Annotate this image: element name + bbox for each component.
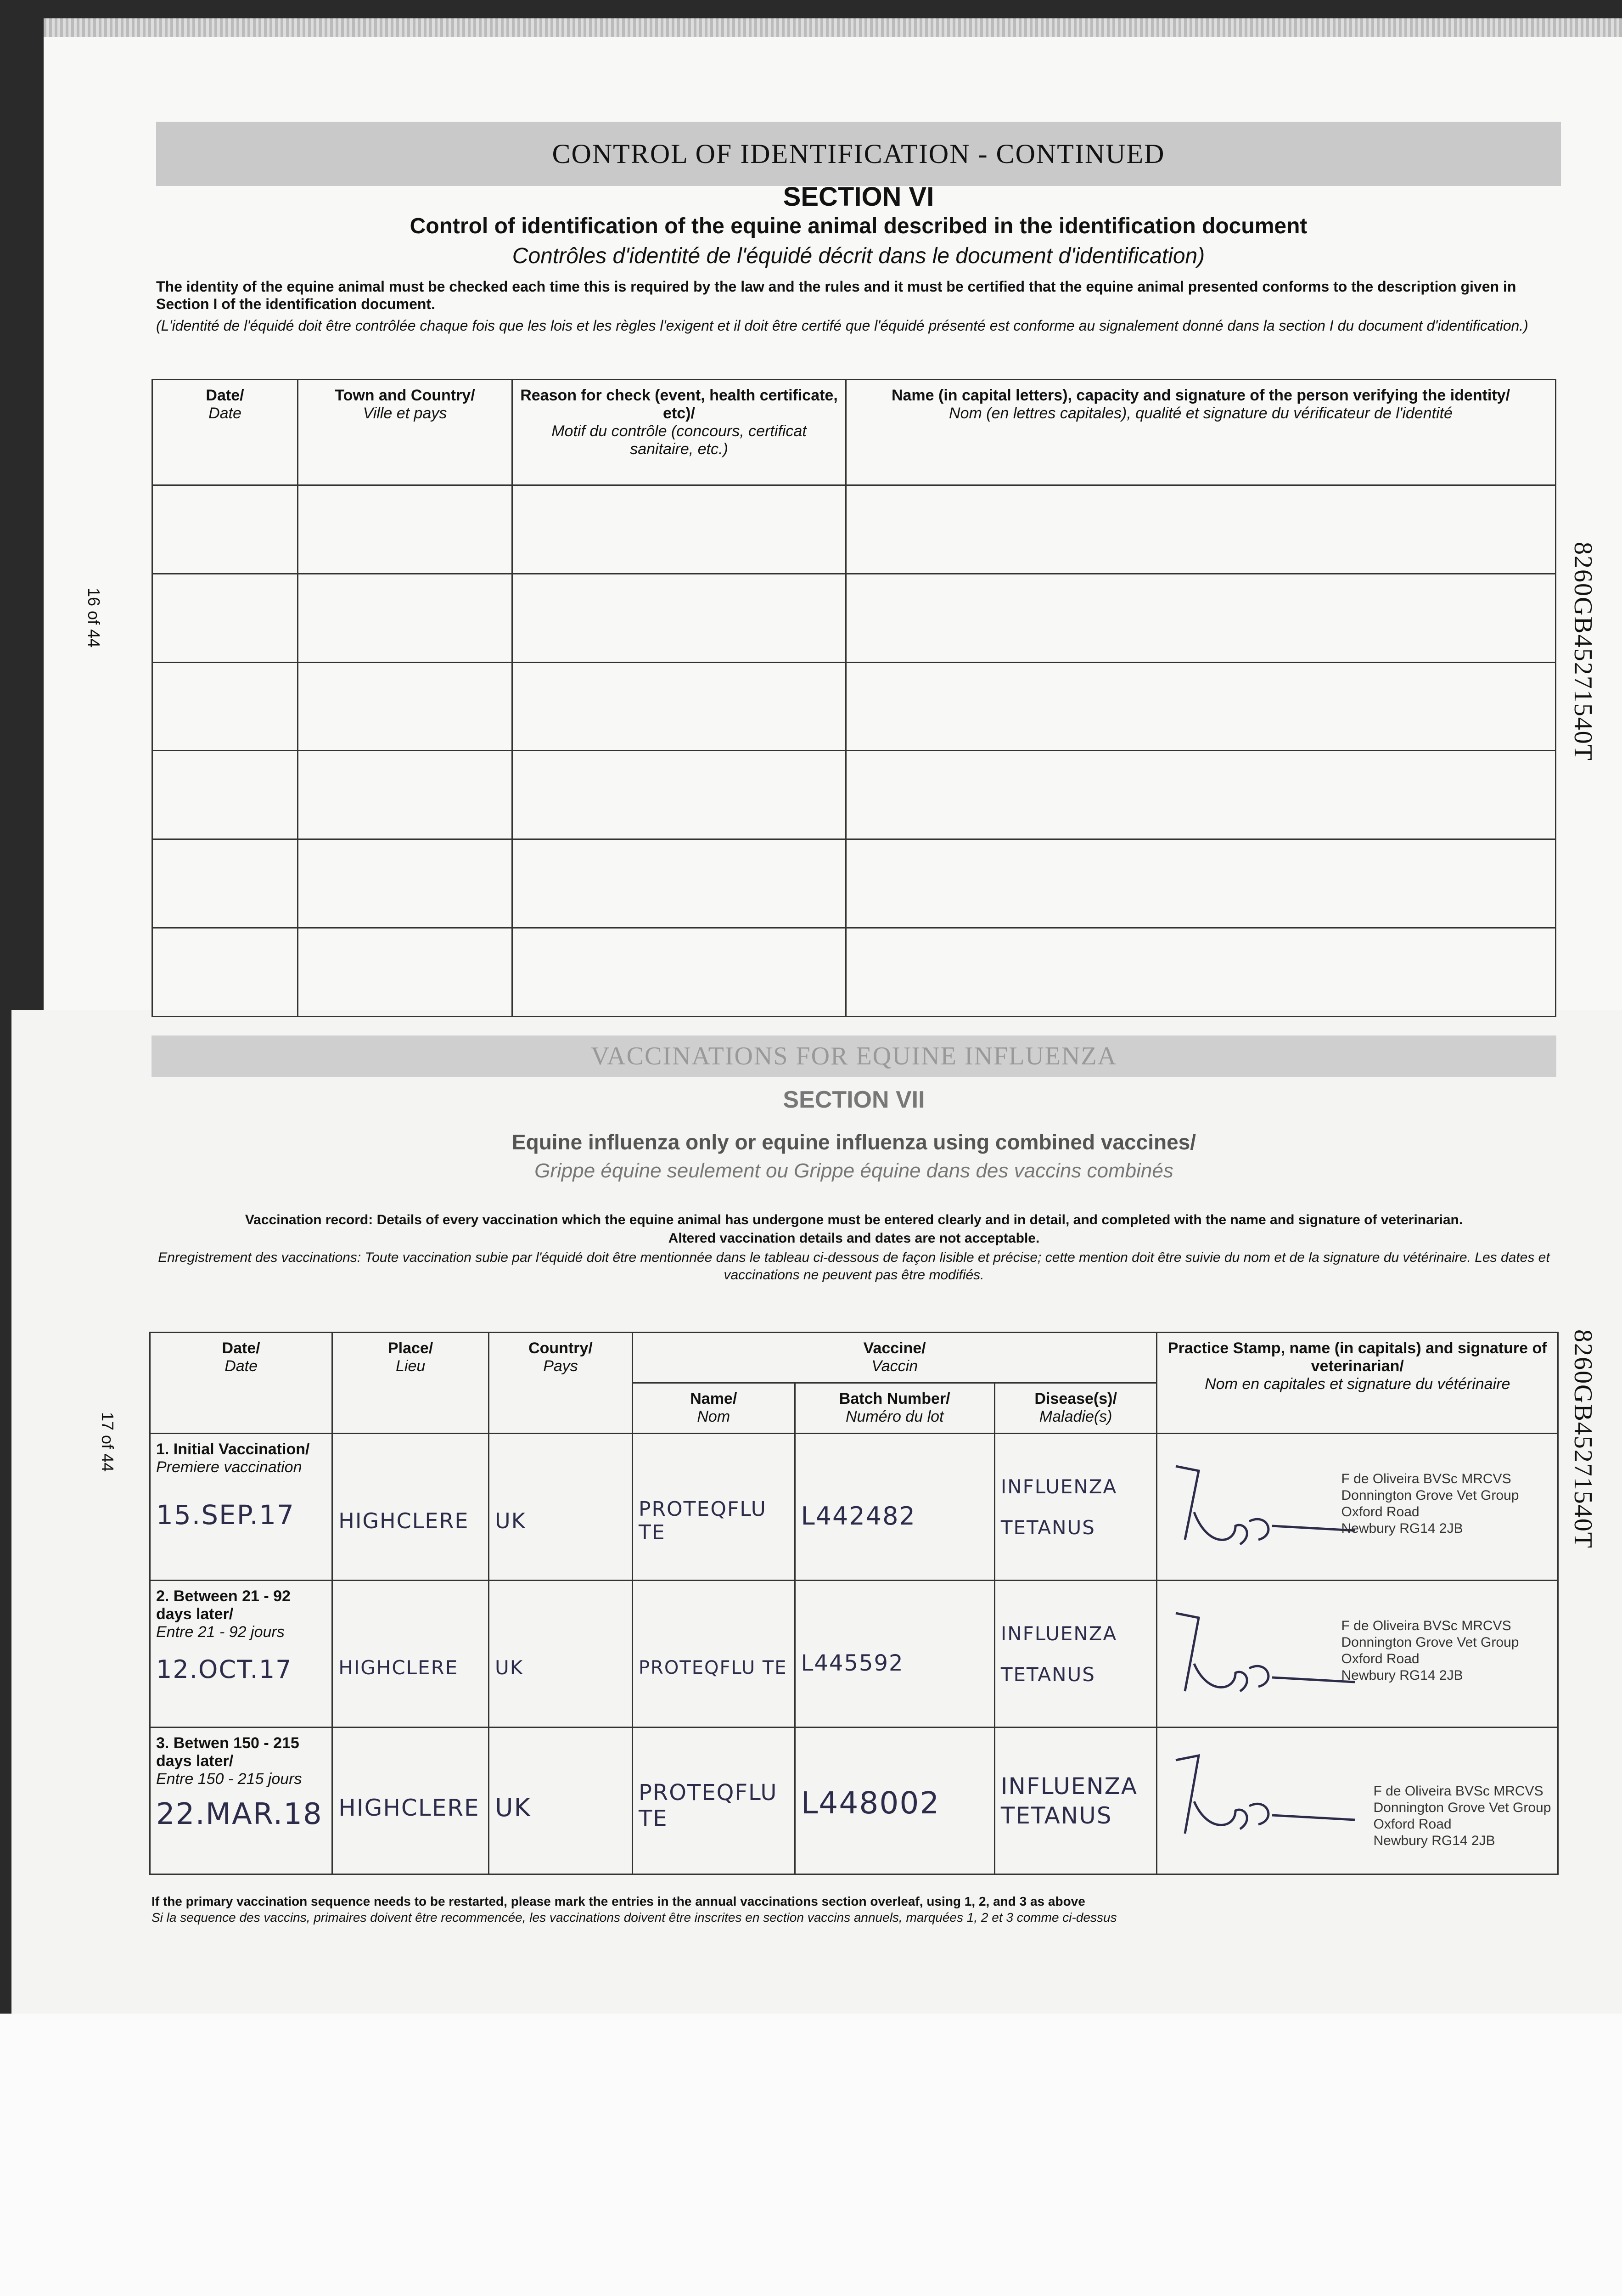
- cell: [512, 751, 846, 839]
- stamp-line: Newbury RG14 2JB: [1341, 1668, 1463, 1683]
- stamp-line: Oxford Road: [1373, 1817, 1452, 1832]
- col-label-en: Name (in capital letters), capacity and signature of the person verifying the identity/: [891, 387, 1510, 404]
- section-vi-intro-en: The identity of the equine animal must be checked each time this is required by the law and the rules and it must be certified that the equine animal presented conforms to the description given in Section I of the identification document.: [156, 278, 1516, 312]
- col-label-en: Practice Stamp, name (in capitals) and signature of veterinarian/: [1167, 1339, 1547, 1375]
- row-label-fr: Premiere vaccination: [156, 1458, 302, 1476]
- cell: [846, 751, 1556, 839]
- section-vii-heading-en: Equine influenza only or equine influenza using combined vaccines/: [511, 1130, 1196, 1154]
- table-header-row: [150, 1333, 1558, 1383]
- cell: [298, 662, 512, 751]
- band-title: CONTROL OF IDENTIFICATION - CONTINUED: [552, 138, 1165, 169]
- col-batch: [795, 1383, 994, 1434]
- cell: [152, 662, 298, 751]
- vaccination-date: 15.SEP.17: [156, 1499, 295, 1531]
- vaccination-date: 12.OCT.17: [156, 1655, 292, 1684]
- cell: [512, 485, 846, 574]
- col-label-en: Name/: [690, 1390, 737, 1407]
- col-date: [150, 1333, 332, 1434]
- row-label-cell: [150, 1434, 332, 1581]
- row-label-en: 2. Between 21 - 92 days later/: [156, 1587, 291, 1623]
- country-cell: [489, 1434, 633, 1581]
- col-label-en: Batch Number/: [839, 1390, 950, 1407]
- vaccine-name-value: PROTEQFLU TE: [638, 1779, 778, 1831]
- country-cell: [489, 1728, 633, 1874]
- table-row: [152, 574, 1556, 662]
- col-label-fr: Maladie(s): [1039, 1408, 1112, 1425]
- vaccine-name-value: PROTEQFLU TE: [638, 1497, 767, 1544]
- disease-value-1: INFLUENZA: [1000, 1622, 1117, 1645]
- practice-stamp: [1341, 1471, 1519, 1537]
- vaccine-name-cell: [632, 1728, 795, 1874]
- batch-value: L445592: [801, 1650, 904, 1676]
- row-label-fr: Entre 150 - 215 jours: [156, 1770, 302, 1788]
- col-label-fr: Date: [224, 1357, 258, 1375]
- col-place: [332, 1333, 489, 1434]
- stamp-cell: [1157, 1581, 1558, 1728]
- stamp-line: Oxford Road: [1341, 1651, 1420, 1666]
- col-label-en: Date/: [206, 387, 244, 404]
- stamp-cell: [1157, 1728, 1558, 1874]
- row-label-cell: [150, 1581, 332, 1728]
- practice-stamp: [1341, 1618, 1519, 1684]
- col-label-en: Country/: [528, 1339, 593, 1357]
- section-vi-title: SECTION VI: [783, 182, 934, 212]
- vaccination-table: [149, 1332, 1559, 1875]
- stamp-line: Donnington Grove Vet Group: [1373, 1800, 1551, 1815]
- place-cell: [332, 1434, 489, 1581]
- col-label-en: Date/: [222, 1339, 260, 1357]
- footnote-en: If the primary vaccination sequence needs to be restarted, please mark the entries in the annual vaccinations section overleaf, using 1, 2, and 3 as above: [152, 1894, 1085, 1908]
- cell: [512, 839, 846, 928]
- batch-value: L448002: [801, 1785, 940, 1821]
- passport-code-top: 8260GB45271540T: [1569, 542, 1597, 761]
- country-value: UK: [495, 1508, 526, 1533]
- row-label-cell: [150, 1728, 332, 1874]
- country-cell: [489, 1581, 633, 1728]
- vaccine-name-value: PROTEQFLU TE: [638, 1657, 787, 1678]
- cell: [152, 928, 298, 1017]
- col-country: [489, 1333, 633, 1434]
- col-label-fr: Motif du contrôle (concours, certificat sanitaire, etc.): [551, 422, 807, 458]
- col-label-fr: Date: [208, 405, 241, 422]
- col-label-fr: Nom: [697, 1408, 730, 1425]
- stamp-line: F de Oliveira BVSc MRCVS: [1373, 1784, 1543, 1799]
- col-reason: [512, 380, 846, 485]
- col-label-fr: Nom (en lettres capitales), qualité et signature du vérificateur de l'identité: [949, 405, 1453, 422]
- col-label-en: Town and Country/: [335, 387, 475, 404]
- disease-cell: [994, 1581, 1157, 1728]
- col-label-en: Place/: [387, 1339, 433, 1357]
- table-row: [152, 662, 1556, 751]
- stamp-line: Oxford Road: [1341, 1504, 1420, 1519]
- section-vii-band: [152, 1035, 1556, 1077]
- footnote-fr: Si la sequence des vaccins, primaires doivent être recommencée, les vaccinations doivent être inscrites en section vaccins annuels, marquées 1, 2 et 3 comme ci-dessus: [152, 1910, 1117, 1925]
- table-header-row: [152, 380, 1556, 485]
- cell: [152, 839, 298, 928]
- row-label-fr: Entre 21 - 92 jours: [156, 1623, 285, 1641]
- vet-signature: [1167, 1746, 1359, 1857]
- cell: [152, 574, 298, 662]
- cell: [846, 928, 1556, 1017]
- scan-background: [0, 2014, 1622, 2296]
- country-value: UK: [495, 1793, 531, 1822]
- place-cell: [332, 1581, 489, 1728]
- section-vii-heading-fr: Grippe équine seulement ou Grippe équine dans des vaccins combinés: [534, 1159, 1173, 1182]
- table-row: [150, 1434, 1558, 1581]
- vaccination-date: 22.MAR.18: [156, 1797, 323, 1831]
- col-vaccine-name: [632, 1383, 795, 1434]
- batch-value: L442482: [801, 1502, 916, 1531]
- section-vi-heading-en: Control of identification of the equine animal described in the identification document: [410, 214, 1308, 238]
- vaccine-name-cell: [632, 1581, 795, 1728]
- disease-value-2: TETANUS: [1000, 1802, 1112, 1829]
- cell: [298, 574, 512, 662]
- row-label-en: 3. Betwen 150 - 215 days later/: [156, 1734, 299, 1770]
- table-row: [152, 485, 1556, 574]
- col-verifier: [846, 380, 1556, 485]
- section-vi-heading-fr: Contrôles d'identité de l'équidé décrit dans le document d'identification): [512, 244, 1205, 268]
- cell: [846, 839, 1556, 928]
- cell: [512, 928, 846, 1017]
- page-number-17: 17 of 44: [98, 1412, 117, 1472]
- row-label-en: 1. Initial Vaccination/: [156, 1441, 310, 1458]
- country-value: UK: [495, 1656, 524, 1679]
- place-cell: [332, 1728, 489, 1874]
- section-vii-intro-en-2: Altered vaccination details and dates are not acceptable.: [668, 1231, 1040, 1246]
- practice-stamp: [1373, 1783, 1551, 1849]
- place-value: HIGHCLERE: [338, 1656, 459, 1679]
- col-label-fr: Numéro du lot: [845, 1408, 944, 1425]
- cell: [152, 485, 298, 574]
- col-label-fr: Vaccin: [871, 1357, 918, 1375]
- section-vi-intro-fr: (L'identité de l'équidé doit être contrôlée chaque fois que les lois et les règles l'exigent et il doit être certifé que l'équidé présenté est conforme au signalement donné dans la section I du document d'identification.): [156, 317, 1528, 334]
- stamp-line: F de Oliveira BVSc MRCVS: [1341, 1471, 1511, 1486]
- col-label-fr: Ville et pays: [363, 405, 447, 422]
- cell: [846, 574, 1556, 662]
- section-vii-intro-fr: Enregistrement des vaccinations: Toute vaccination subie par l'équidé doit être mentionnée dans le tableau ci-dessous de façon lisible et précise; cette mention doit être suivie du nom et de la signature du vétérinaire. Les dates et vaccinations ne peuvent pas être modifiés.: [158, 1250, 1550, 1283]
- col-disease: [994, 1383, 1157, 1434]
- cell: [512, 574, 846, 662]
- col-label-fr: Nom en capitales et signature du vétérinaire: [1205, 1375, 1510, 1393]
- section-vii-title: SECTION VII: [783, 1086, 925, 1113]
- cell: [298, 751, 512, 839]
- disease-value-1: INFLUENZA: [1000, 1773, 1138, 1800]
- vet-signature: [1167, 1604, 1359, 1714]
- cell: [298, 928, 512, 1017]
- cell: [298, 485, 512, 574]
- disease-value-2: TETANUS: [1000, 1516, 1095, 1539]
- stamp-cell: [1157, 1434, 1558, 1581]
- stamp-line: Donnington Grove Vet Group: [1341, 1635, 1519, 1650]
- disease-cell: [994, 1434, 1157, 1581]
- stamp-line: Donnington Grove Vet Group: [1341, 1488, 1519, 1503]
- cell: [298, 839, 512, 928]
- identification-check-table: [152, 379, 1556, 1017]
- table-row: [152, 839, 1556, 928]
- batch-cell: [795, 1434, 994, 1581]
- col-label-en: Disease(s)/: [1034, 1390, 1117, 1407]
- col-label-en: Reason for check (event, health certificate, etc)/: [520, 387, 838, 422]
- band-title: VACCINATIONS FOR EQUINE INFLUENZA: [590, 1042, 1117, 1070]
- table-row: [152, 928, 1556, 1017]
- vet-signature: [1167, 1457, 1359, 1567]
- stamp-line: F de Oliveira BVSc MRCVS: [1341, 1618, 1511, 1633]
- cell: [846, 662, 1556, 751]
- disease-cell: [994, 1728, 1157, 1874]
- passport-code-bottom: 8260GB45271540T: [1569, 1329, 1597, 1549]
- col-label-en: Vaccine/: [863, 1339, 926, 1357]
- vaccine-name-cell: [632, 1434, 795, 1581]
- col-town-country: [298, 380, 512, 485]
- stamp-line: Newbury RG14 2JB: [1373, 1833, 1495, 1848]
- page-number-16: 16 of 44: [84, 588, 103, 648]
- table-row: [150, 1581, 1558, 1728]
- col-vaccine: [632, 1333, 1157, 1383]
- disease-value-1: INFLUENZA: [1000, 1475, 1117, 1498]
- cell: [152, 751, 298, 839]
- disease-value-2: TETANUS: [1000, 1663, 1095, 1686]
- stamp-line: Newbury RG14 2JB: [1341, 1521, 1463, 1536]
- col-label-fr: Lieu: [396, 1357, 426, 1375]
- table-row: [152, 751, 1556, 839]
- table-row: [150, 1728, 1558, 1874]
- batch-cell: [795, 1581, 994, 1728]
- col-label-fr: Pays: [543, 1357, 578, 1375]
- section-vi-band: [156, 122, 1561, 186]
- cell: [846, 485, 1556, 574]
- section-vii-intro-en-1: Vaccination record: Details of every vaccination which the equine animal has undergone must be entered clearly and in detail, and completed with the name and signature of veterinarian.: [245, 1212, 1463, 1227]
- batch-cell: [795, 1728, 994, 1874]
- place-value: HIGHCLERE: [338, 1508, 469, 1533]
- col-date: [152, 380, 298, 485]
- page-edge-strip: [44, 18, 1622, 37]
- cell: [512, 662, 846, 751]
- col-practice-stamp: [1157, 1333, 1558, 1434]
- place-value: HIGHCLERE: [338, 1794, 480, 1821]
